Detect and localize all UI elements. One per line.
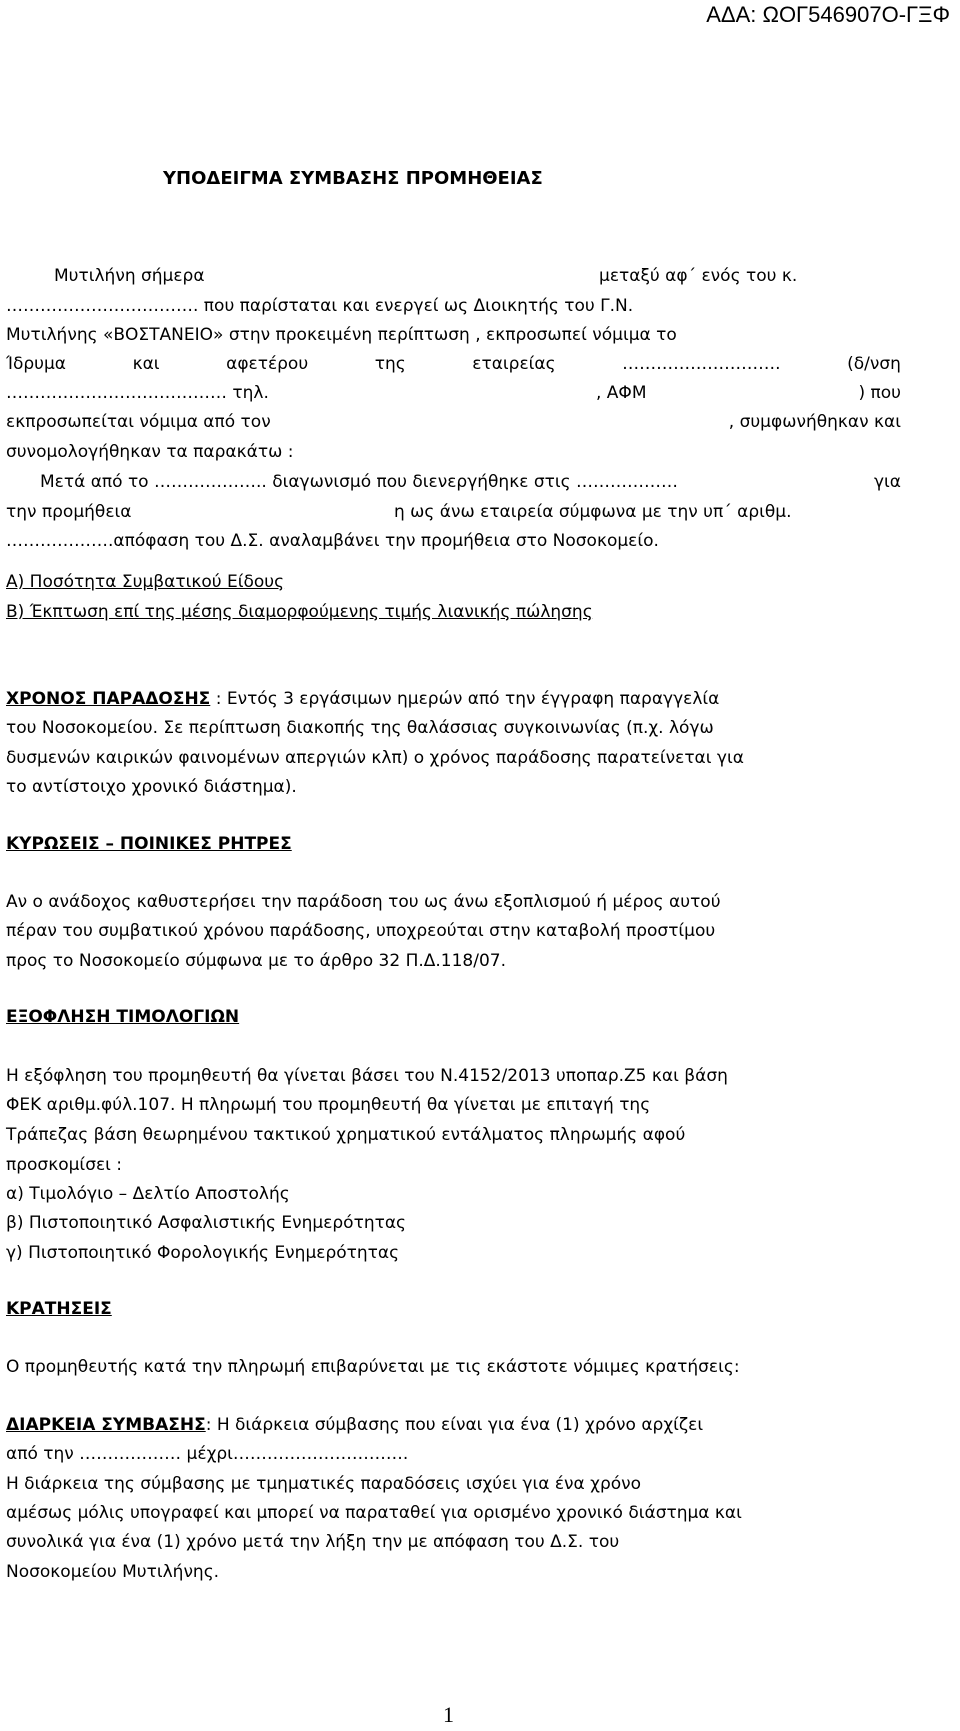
intro-text: Ίδρυμα <box>6 354 66 374</box>
intro-text: αφετέρου <box>226 354 309 374</box>
duration-line-4: αμέσως μόλις υπογραφεί και μπορεί να παραταθεί για ορισμένο χρονικό διάστημα και <box>6 1503 742 1523</box>
delivery-line-3: δυσμενών καιρικών φαινομένων απεργιών κλπ) ο χρόνος παράδοσης παρατείνεται για <box>6 748 744 768</box>
intro-line-4 <box>6 352 901 376</box>
intro-text: , συμφωνήθηκαν και <box>728 412 901 432</box>
intro-text: η ως άνω εταιρεία σύμφωνα με την υπ΄ αριθμ. <box>394 502 792 522</box>
intro-text: την προμήθεια <box>6 502 132 522</box>
invoices-line-3: Τράπεζας βάση θεωρημένου τακτικού χρηματικού εντάλματος πληρωμής αφού <box>6 1125 686 1145</box>
intro-text: για <box>873 472 901 492</box>
penalties-line-1: Αν ο ανάδοχος καθυστερήσει την παράδοση του ως άνω εξοπλισμού ή μέρος αυτού <box>6 892 721 912</box>
duration-line-3: Η διάρκεια της σύμβασης με τμηματικές παραδόσεις ισχύει για ένα χρόνο <box>6 1474 642 1494</box>
duration-line-6: Νοσοκομείου Μυτιλήνης. <box>6 1562 220 1582</box>
intro-text: μεταξύ αφ΄ ενός του κ. <box>599 266 798 286</box>
intro-line-2: ……………………………. που παρίσταται και ενεργεί ως Διοικητής του Γ.Ν. <box>6 296 634 316</box>
deductions-heading: ΚΡΑΤΗΣΕΙΣ <box>6 1299 112 1319</box>
duration-line-1 <box>6 1413 901 1437</box>
intro-text: και <box>132 354 160 374</box>
delivery-text: : Εντός 3 εργάσιμων ημερών από την έγγραφη παραγγελία <box>210 689 720 709</box>
intro-text: της <box>374 354 406 374</box>
penalties-line-3: προς το Νοσοκομείο σύμφωνα με το άρθρο 32 Π.Δ.118/07. <box>6 951 507 971</box>
duration-line-5: συνολικά για ένα (1) χρόνο μετά την λήξη την με απόφαση του Δ.Σ. του <box>6 1532 620 1552</box>
delivery-line-4: το αντίστοιχο χρονικό διάστημα). <box>6 777 297 797</box>
ada-code: ΑΔΑ: ΩΟΓ546907Ο-ΓΞΦ <box>706 2 950 27</box>
item-b: Β) Έκπτωση επί της μέσης διαμορφούμενης τιμής λιανικής πώλησης <box>6 602 593 622</box>
duration-heading: ΔΙΑΡΚΕΙΑ ΣΥΜΒΑΣΗΣ <box>6 1415 206 1435</box>
delivery-line-2: του Νοσοκομείου. Σε περίπτωση διακοπής της θαλάσσιας συγκοινωνίας (π.χ. λόγω <box>6 718 714 738</box>
invoices-line-5: α) Τιμολόγιο – Δελτίο Αποστολής <box>6 1184 290 1204</box>
invoices-line-1: Η εξόφληση του προμηθευτή θα γίνεται βάσει του Ν.4152/2013 υποπαρ.Ζ5 και βάση <box>6 1066 728 1086</box>
delivery-heading: ΧΡΟΝΟΣ ΠΑΡΑΔΟΣΗΣ <box>6 689 211 709</box>
invoices-line-4: προσκομίσει : <box>6 1155 123 1175</box>
intro-text: εταιρείας <box>472 354 556 374</box>
intro-text: (δ/νση <box>847 354 901 374</box>
invoices-heading: ΕΞΟΦΛΗΣΗ ΤΙΜΟΛΟΓΙΩΝ <box>6 1007 240 1027</box>
deductions-line-1: Ο προμηθευτής κατά την πληρωμή επιβαρύνεται με τις εκάστοτε νόμιμες κρατήσεις: <box>6 1357 740 1377</box>
invoices-line-6: β) Πιστοποιητικό Ασφαλιστικής Ενημερότητας <box>6 1213 407 1233</box>
invoices-line-2: ΦΕΚ αριθμ.φύλ.107. Η πληρωμή του προμηθευτή θα γίνεται με επιταγή της <box>6 1095 651 1115</box>
intro-text: ………………………. <box>622 354 781 374</box>
intro-text: Μετά από το ……………….. διαγωνισμό που διενεργήθηκε στις ……………… <box>40 472 678 492</box>
invoices-line-7: γ) Πιστοποιητικό Φορολογικής Ενημερότητας <box>6 1243 400 1263</box>
page-number: 1 <box>443 1702 454 1727</box>
intro-line-3: Μυτιλήνης «ΒΟΣΤΑΝΕΙΟ» στην προκειμένη περίπτωση , εκπροσωπεί νόμιμα το <box>6 325 677 345</box>
delivery-line-1 <box>6 687 901 711</box>
intro-line-7: συνομολογήθηκαν τα παρακάτω : <box>6 442 294 462</box>
intro-text: ………………………………… τηλ. <box>6 383 269 403</box>
duration-line-2: από την ……………… μέχρι…………………………. <box>6 1444 409 1464</box>
intro-text: , ΑΦΜ <box>596 383 647 403</box>
intro-text: Μυτιλήνη σήμερα <box>54 266 205 286</box>
item-a: Α) Ποσότητα Συμβατικού Είδους <box>6 572 285 592</box>
penalties-heading: ΚΥΡΩΣΕΙΣ – ΠΟΙΝΙΚΕΣ ΡΗΤΡΕΣ <box>6 834 292 854</box>
document-title: ΥΠΟΔΕΙΓΜΑ ΣΥΜΒΑΣΗΣ ΠΡΟΜΗΘΕΙΑΣ <box>163 168 543 189</box>
intro-text: ) που <box>858 383 901 403</box>
intro-text: εκπροσωπείται νόμιμα από τον <box>6 412 271 432</box>
intro-line-10: ……………….απόφαση του Δ.Σ. αναλαμβάνει την προμήθεια στο Νοσοκομείο. <box>6 531 659 551</box>
penalties-line-2: πέραν του συμβατικού χρόνου παράδοσης, υποχρεούται στην καταβολή προστίμου <box>6 921 716 941</box>
duration-text: : Η διάρκεια σύμβασης που είναι για ένα (1) χρόνο αρχίζει <box>205 1415 704 1435</box>
